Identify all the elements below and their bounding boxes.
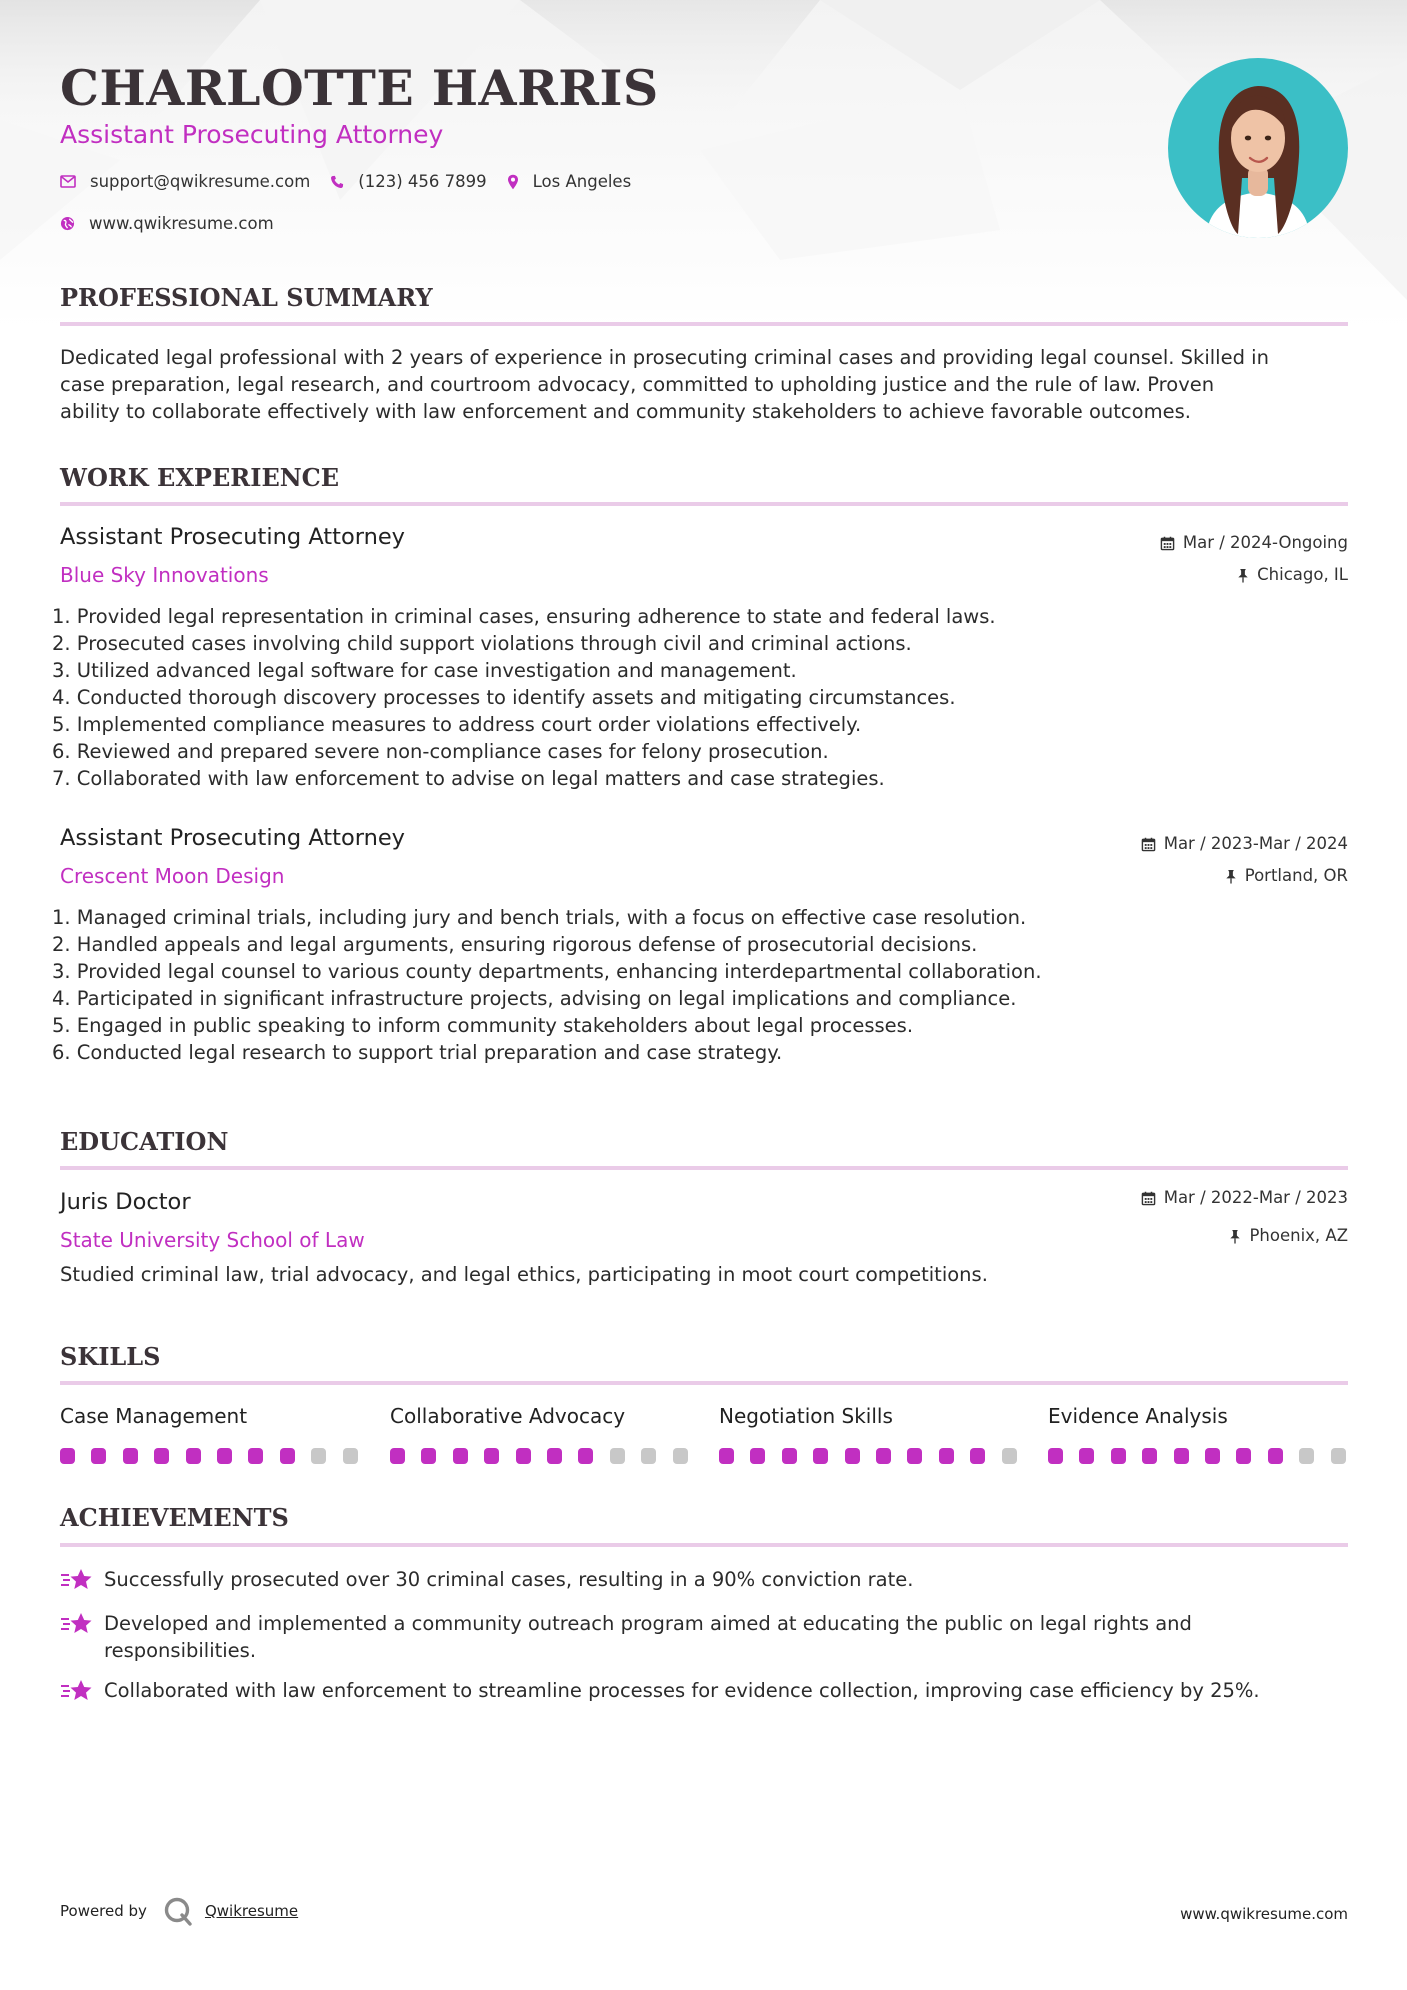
job-location-text: Portland, OR	[1244, 866, 1348, 885]
skill-item	[1048, 1402, 1348, 1430]
globe-icon	[60, 216, 75, 231]
section-title-achievements: ACHIEVEMENTS	[60, 1503, 289, 1532]
skill-dot	[123, 1448, 138, 1464]
list-item: 1. Provided legal representation in criminal cases, ensuring adherence to state and federal laws.	[52, 605, 996, 628]
pushpin-icon	[1229, 1229, 1241, 1244]
skill-dot	[516, 1448, 531, 1464]
phone-icon	[330, 175, 344, 189]
list-item: 2. Prosecuted cases involving child support violations through civil and criminal actions.	[52, 632, 912, 655]
skill-item	[719, 1402, 1019, 1430]
job-dates	[1160, 532, 1348, 554]
skill-dot	[719, 1448, 734, 1464]
section-divider	[60, 1543, 1348, 1547]
skill-dot	[1048, 1448, 1063, 1464]
job-dates-text: Mar / 2023-Mar / 2024	[1163, 834, 1348, 853]
skill-dot	[1079, 1448, 1094, 1464]
pushpin-icon	[1237, 568, 1249, 583]
contact-website[interactable]	[60, 214, 274, 233]
section-divider	[60, 322, 1348, 326]
skill-dot	[484, 1448, 499, 1464]
contact-email-text: support@qwikresume.com	[90, 172, 311, 191]
skill-rating	[390, 1448, 690, 1464]
skill-dot	[1299, 1448, 1314, 1464]
skill-dot	[876, 1448, 891, 1464]
section-title-skills: SKILLS	[60, 1342, 161, 1371]
candidate-name: CHARLOTTE HARRIS	[60, 59, 659, 117]
achievement-item	[60, 1677, 1348, 1708]
footer-website[interactable]: www.qwikresume.com	[1180, 1905, 1348, 1923]
star-icon	[60, 1611, 94, 1637]
footer-brand-link[interactable]: Qwikresume	[204, 1902, 299, 1920]
map-pin-icon	[507, 174, 519, 190]
job-responsibilities	[52, 904, 1042, 1066]
skill-dot	[1268, 1448, 1283, 1464]
star-icon	[60, 1567, 94, 1593]
achievement-text: Successfully prosecuted over 30 criminal cases, resulting in a 90% conviction rate.	[104, 1568, 914, 1591]
list-item: 7. Collaborated with law enforcement to advise on legal matters and case strategies.	[52, 767, 885, 790]
skill-rating	[60, 1448, 360, 1464]
contact-location	[507, 172, 632, 191]
contact-email[interactable]	[60, 172, 310, 191]
skill-dot	[390, 1448, 405, 1464]
footer-powered-by	[60, 1896, 298, 1926]
job-dates-text: Mar / 2024-Ongoing	[1182, 533, 1348, 552]
skill-name: Case Management	[60, 1404, 248, 1428]
summary-line: ability to collaborate effectively with law enforcement and community stakeholders to achieve favorable outcomes.	[60, 400, 1191, 423]
contact-website-text: www.qwikresume.com	[89, 214, 274, 233]
section-title-summary: PROFESSIONAL SUMMARY	[60, 283, 433, 312]
achievement-item	[60, 1566, 1348, 1597]
job-location	[1237, 564, 1348, 586]
summary-text	[60, 344, 1348, 425]
skill-dot	[1331, 1448, 1346, 1464]
skill-dot	[907, 1448, 922, 1464]
education-dates-text: Mar / 2022-Mar / 2023	[1163, 1188, 1348, 1207]
section-divider	[60, 1381, 1348, 1385]
job-location-text: Chicago, IL	[1257, 565, 1348, 584]
section-divider	[60, 1166, 1348, 1170]
pushpin-icon	[1225, 869, 1237, 884]
education-description: Studied criminal law, trial advocacy, and legal ethics, participating in moot court competitions.	[60, 1263, 988, 1286]
skill-dot	[970, 1448, 985, 1464]
summary-line: case preparation, legal research, and courtroom advocacy, committed to upholding justice and the rule of law. Proven	[60, 373, 1215, 396]
section-title-experience: WORK EXPERIENCE	[60, 463, 340, 492]
skill-item	[60, 1402, 360, 1430]
list-item: 6. Conducted legal research to support trial preparation and case strategy.	[52, 1041, 783, 1064]
skill-dot	[1142, 1448, 1157, 1464]
calendar-icon	[1160, 536, 1175, 551]
job-responsibilities	[52, 603, 996, 792]
skill-dot	[578, 1448, 593, 1464]
job-company: Crescent Moon Design	[60, 864, 285, 888]
education-location-text: Phoenix, AZ	[1249, 1226, 1348, 1245]
profile-photo	[1168, 58, 1348, 238]
skill-dot	[1002, 1448, 1017, 1464]
contact-phone-text: (123) 456 7899	[358, 172, 487, 191]
skill-dot	[939, 1448, 954, 1464]
list-item: 4. Conducted thorough discovery processes to identify assets and mitigating circumstances.	[52, 686, 956, 709]
candidate-title: Assistant Prosecuting Attorney	[60, 120, 444, 149]
education-school: State University School of Law	[60, 1228, 365, 1252]
skill-dot	[673, 1448, 688, 1464]
contact-location-text: Los Angeles	[532, 172, 632, 191]
skill-name: Collaborative Advocacy	[390, 1404, 626, 1428]
skill-dot	[453, 1448, 468, 1464]
skill-dot	[845, 1448, 860, 1464]
skill-dot	[154, 1448, 169, 1464]
calendar-icon	[1141, 837, 1156, 852]
section-title-education: EDUCATION	[60, 1127, 229, 1156]
contact-row-primary	[60, 172, 651, 191]
skill-dot	[1205, 1448, 1220, 1464]
skill-dot	[91, 1448, 106, 1464]
summary-line: Dedicated legal professional with 2 years of experience in prosecuting criminal cases and providing legal counsel. Skilled in	[60, 346, 1269, 369]
skill-dot	[248, 1448, 263, 1464]
skill-rating	[1048, 1448, 1348, 1464]
skill-dot	[217, 1448, 232, 1464]
skill-name: Evidence Analysis	[1048, 1404, 1228, 1428]
skill-dot	[1111, 1448, 1126, 1464]
education-location	[1229, 1225, 1348, 1247]
contact-row-secondary	[60, 214, 294, 233]
skill-dot	[421, 1448, 436, 1464]
list-item: 5. Engaged in public speaking to inform community stakeholders about legal processes.	[52, 1014, 914, 1037]
list-item: 1. Managed criminal trials, including jury and bench trials, with a focus on effective case resolution.	[52, 906, 1027, 929]
list-item: 4. Participated in significant infrastructure projects, advising on legal implications and compliance.	[52, 987, 1017, 1010]
achievement-text: Collaborated with law enforcement to streamline processes for evidence collection, improving case efficiency by 25%.	[104, 1679, 1260, 1702]
job-role: Assistant Prosecuting Attorney	[60, 524, 405, 550]
skill-dot	[280, 1448, 295, 1464]
footer-powered-label: Powered by	[60, 1902, 147, 1920]
skill-dot	[813, 1448, 828, 1464]
skill-name: Negotiation Skills	[719, 1404, 893, 1428]
portrait-illustration	[1168, 58, 1348, 238]
list-item: 3. Utilized advanced legal software for case investigation and management.	[52, 659, 797, 682]
skill-item	[390, 1402, 690, 1430]
skill-dot	[610, 1448, 625, 1464]
job-dates	[1141, 833, 1348, 855]
skill-dot	[1174, 1448, 1189, 1464]
achievement-text: Developed and implemented a community outreach program aimed at educating the public on legal rights and responsibilities.	[104, 1612, 1192, 1662]
skill-dot	[1236, 1448, 1251, 1464]
job-role: Assistant Prosecuting Attorney	[60, 825, 405, 851]
job-company: Blue Sky Innovations	[60, 563, 269, 587]
education-dates	[1141, 1187, 1348, 1209]
skill-dot	[782, 1448, 797, 1464]
star-icon	[60, 1678, 94, 1704]
skill-dot	[547, 1448, 562, 1464]
skill-dot	[750, 1448, 765, 1464]
education-degree: Juris Doctor	[60, 1189, 191, 1215]
skill-rating	[719, 1448, 1019, 1464]
calendar-icon	[1141, 1191, 1156, 1206]
skill-dot	[641, 1448, 656, 1464]
skill-dot	[60, 1448, 75, 1464]
skill-dot	[311, 1448, 326, 1464]
list-item: 2. Handled appeals and legal arguments, ensuring rigorous defense of prosecutorial decisions.	[52, 933, 978, 956]
achievement-item	[60, 1610, 1348, 1664]
contact-phone[interactable]	[330, 172, 486, 191]
list-item: 3. Provided legal counsel to various county departments, enhancing interdepartmental collaboration.	[52, 960, 1042, 983]
section-divider	[60, 502, 1348, 506]
list-item: 5. Implemented compliance measures to address court order violations effectively.	[52, 713, 862, 736]
envelope-icon	[60, 175, 76, 188]
qwikresume-logo-icon	[163, 1896, 193, 1926]
skill-dot	[186, 1448, 201, 1464]
job-location	[1225, 865, 1348, 887]
skill-dot	[343, 1448, 358, 1464]
list-item: 6. Reviewed and prepared severe non-compliance cases for felony prosecution.	[52, 740, 829, 763]
